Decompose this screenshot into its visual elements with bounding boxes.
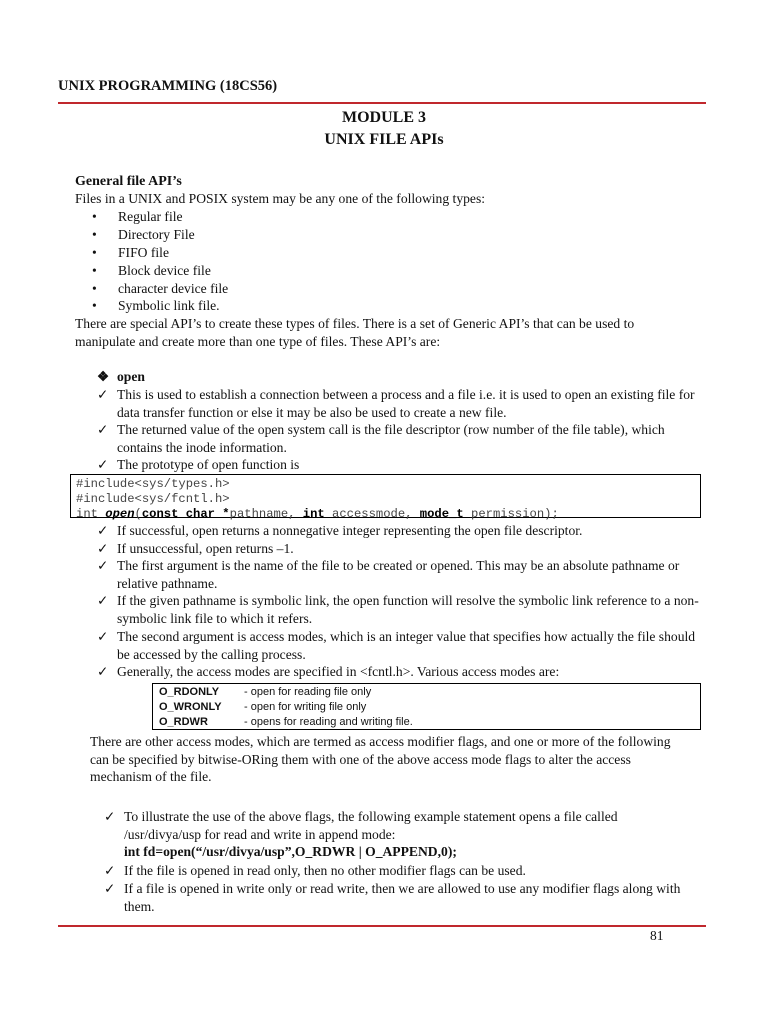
footer-rule	[58, 925, 706, 927]
list-item: ✓ If unsuccessful, open returns –1.	[97, 541, 294, 556]
list-item: • FIFO file	[92, 245, 169, 260]
list-item: • character device file	[92, 281, 229, 296]
list-item: ✓ If the given pathname is symbolic link, the open function will resolve the symbolic link reference to a non-symbolic link file to which it refers.	[97, 593, 699, 626]
check-icon: ✓	[97, 593, 109, 608]
para1-line2: manipulate and create more than one type of files. These API’s are:	[75, 334, 441, 349]
bullet-icon: •	[92, 263, 97, 278]
list-item: • Directory File	[92, 227, 195, 242]
list-item: ✓ If successful, open returns a nonnegative integer representing the open file descriptor.	[97, 523, 583, 538]
bullet-icon: •	[92, 209, 97, 224]
subject-title: UNIX FILE APIs	[324, 131, 444, 148]
check-icon: ✓	[97, 422, 109, 437]
code-block	[70, 474, 701, 521]
table-row: O_WRONLY - open for writing file only	[159, 701, 367, 713]
check-icon: ✓	[104, 881, 116, 896]
check-icon: ✓	[97, 558, 109, 573]
code-line: int open(const char *pathname, int accessmode, mode_t permission);	[76, 507, 559, 521]
list-item: ✓ Generally, the access modes are specified in <fcntl.h>. Various access modes are:	[97, 664, 560, 679]
diamond-bullet-icon: ❖	[97, 369, 110, 384]
list-item: • Symbolic link file.	[92, 298, 220, 313]
check-icon: ✓	[97, 387, 109, 402]
course-header: UNIX PROGRAMMING (18CS56)	[58, 78, 278, 94]
check-icon: ✓	[97, 629, 109, 644]
list-item: ✓ The returned value of the open system call is the file descriptor (row number of the file table), which contains the inode information.	[97, 422, 665, 455]
check-icon: ✓	[97, 541, 109, 556]
list-item: ✓ The first argument is the name of the file to be created or opened. This may be an absolute pathname or relative pathname.	[97, 558, 680, 591]
code-line: #include<sys/fcntl.h>	[76, 492, 230, 506]
list-item: ✓ If the file is opened in read only, then no other modifier flags can be used.	[104, 863, 526, 878]
code-line: #include<sys/types.h>	[76, 477, 230, 491]
section-intro: Files in a UNIX and POSIX system may be any one of the following types:	[75, 191, 486, 206]
para2-line2: can be specified by bitwise-ORing them with one of the above access mode flags to alter the access	[90, 752, 631, 767]
section-heading: General file API’s	[75, 174, 182, 189]
module-title: MODULE 3	[342, 109, 426, 126]
list-item: • Block device file	[92, 263, 211, 278]
list-item: ✓ The prototype of open function is	[97, 457, 300, 472]
table-row: O_RDWR - opens for reading and writing file.	[159, 716, 413, 728]
para2-line3: mechanism of the file.	[90, 769, 212, 784]
check-icon: ✓	[104, 863, 116, 878]
list-item: ✓ To illustrate the use of the above flags, the following example statement opens a file called /usr/divya/usp for read and write in append mode: int fd=open(“/usr/divya/usp”,O_RDWR | O_APPEND,0);	[104, 808, 704, 861]
list-item: ✓ This is used to establish a connection between a process and a file i.e. it is used to open an existing file for data transfer function or else it may be also be used to create a new file.	[97, 387, 695, 420]
bullet-icon: •	[92, 245, 97, 260]
para2-line1: There are other access modes, which are termed as access modifier flags, and one or more of the following	[90, 734, 671, 749]
list-item: ✓ The second argument is access modes, which is an integer value that specifies how actually the file should be accessed by the calling process.	[97, 629, 696, 662]
open-heading: ❖ open	[97, 369, 145, 384]
check-icon: ✓	[97, 664, 109, 679]
list-item: • Regular file	[92, 209, 183, 224]
bullet-icon: •	[92, 227, 97, 242]
access-modes-table	[152, 683, 701, 730]
bullet-icon: •	[92, 281, 97, 296]
check-icon: ✓	[97, 457, 109, 472]
list-item: ✓ If a file is opened in write only or read write, then we are allowed to use any modifier flags along with them.	[104, 881, 681, 914]
table-row: O_RDONLY - open for reading file only	[159, 686, 372, 698]
para1-line1: There are special API’s to create these types of files. There is a set of Generic API’s that can be used to	[75, 316, 635, 331]
bullet-icon: •	[92, 298, 97, 313]
check-icon: ✓	[97, 523, 109, 538]
check-icon: ✓	[104, 809, 116, 824]
page-number: 81	[650, 928, 664, 943]
header-rule	[58, 102, 706, 104]
example-statement: int fd=open(“/usr/divya/usp”,O_RDWR | O_APPEND,0);	[124, 844, 457, 859]
